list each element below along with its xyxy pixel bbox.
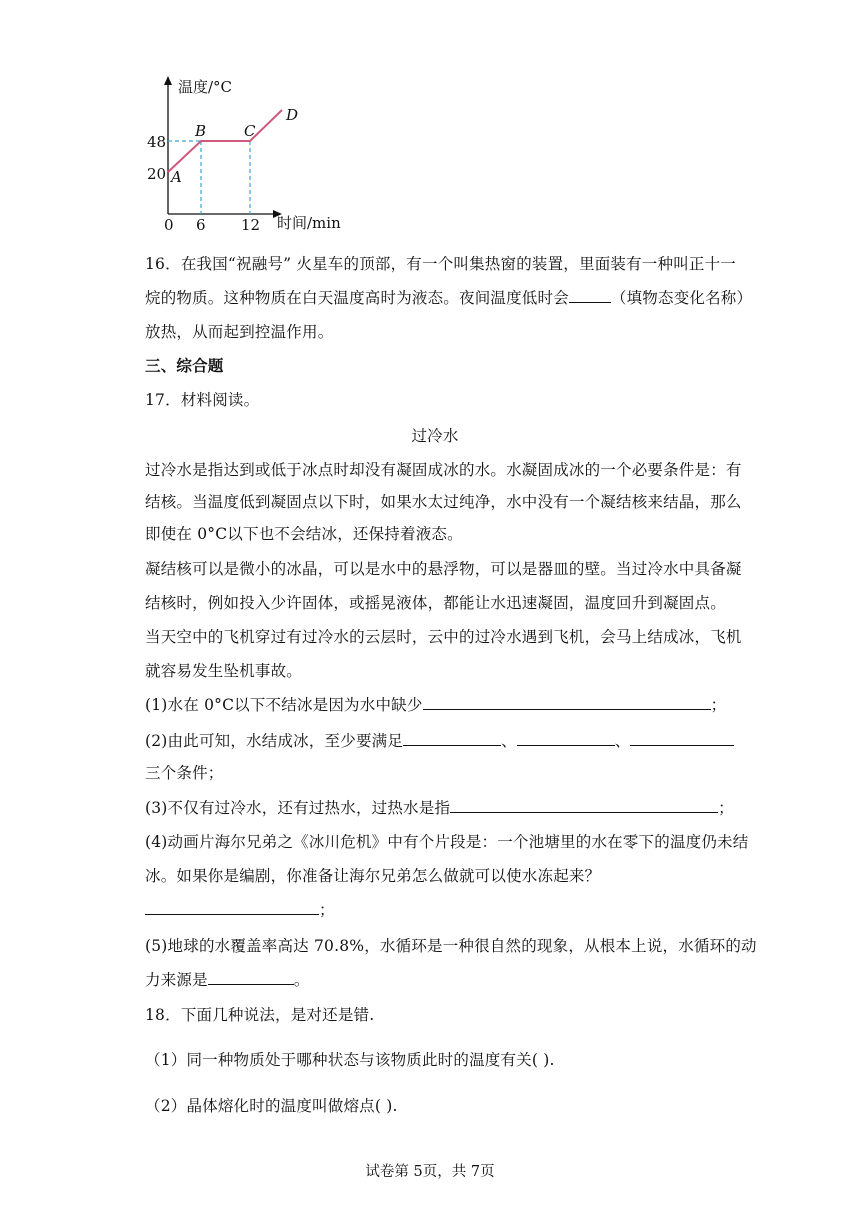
q17-sub2-blank-3[interactable] (630, 731, 734, 746)
graph-svg (140, 72, 360, 232)
q17-sub4-line2: 冰。如果你是编剧，你准备让海尔兄弟怎么做就可以使水冻起来？ (145, 867, 601, 885)
q18-item2: （2）晶体熔化时的温度叫做熔点( ). (145, 1097, 398, 1115)
passage-p1-line3: 即使在 0°C以下也不会结冰，还保持着液态。 (145, 525, 463, 543)
q16-line2 (145, 286, 753, 308)
y-tick-48: 48 (147, 133, 167, 151)
q16-line3: 放热，从而起到控温作用。 (145, 323, 334, 341)
passage-p2-line3: 当天空中的飞机穿过有过冷水的云层时，云中的过冷水遇到飞机，会马上结成冰，飞机 (145, 628, 742, 646)
q18-intro: 18．下面几种说法，是对还是错. (145, 1006, 375, 1024)
point-label-a: A (171, 168, 182, 186)
passage-p2-line1: 凝结核可以是微小的冰晶，可以是水中的悬浮物，可以是器皿的壁。当过冷水中具备凝 (145, 560, 742, 578)
y-axis-arrow (164, 76, 172, 85)
q17-intro: 17．材料阅读。 (145, 391, 260, 409)
q17-sub1-text: (1)水在 0°C以下不结冰是因为水中缺少 (145, 696, 423, 714)
temperature-time-graph (140, 72, 360, 232)
y-tick-20: 20 (147, 165, 167, 183)
q17-sub2-sep-2: 、 (614, 732, 631, 750)
q17-sub2-blank-2[interactable] (517, 731, 615, 746)
q17-sub4-answer (145, 898, 725, 920)
q17-sub3-blank[interactable] (450, 798, 718, 813)
passage-title: 过冷水 (411, 427, 459, 445)
q16-answer-blank[interactable] (569, 288, 611, 303)
q17-sub3-end: ； (718, 799, 734, 817)
point-label-d: D (286, 106, 299, 124)
passage-p1-line1: 过冷水是指达到或低于冰点时却没有凝固成冰的水。水凝固成冰的一个必要条件是：有 (145, 461, 742, 479)
x-axis-label: 时间/min (277, 214, 341, 232)
passage-p1-line2: 结核。当温度低到凝固点以下时，如果水太过纯净，水中没有一个凝结核来结晶，那么 (145, 493, 742, 511)
point-label-b: B (195, 122, 207, 140)
passage-p2-line4: 就容易发生坠机事故。 (145, 662, 303, 680)
origin-label: 0 (164, 216, 174, 232)
q17-sub5-end: 。 (293, 971, 310, 989)
q17-sub2 (145, 729, 725, 751)
x-tick-12: 12 (241, 216, 261, 232)
q16-line2-text-a: 烷的物质。这种物质在白天温度高时为液态。夜间温度低时会 (145, 289, 569, 307)
q17-sub5-line1: (5)地球的水覆盖率高达 70.8%，水循环是一种很自然的现象，从根本上说，水循环的动 (145, 937, 757, 955)
x-tick-6: 6 (196, 216, 206, 232)
passage-p2-line2: 结核时，例如投入少许固体，或摇晃液体，都能让水迅速凝固，温度回升到凝固点。 (145, 594, 726, 612)
q17-sub5-line2 (145, 968, 725, 990)
q16-line1: 16．在我国“祝融号” 火星车的顶部，有一个叫集热窗的装置，里面装有一种叫正十一 (145, 255, 737, 273)
q17-sub5-text: 力来源是 (145, 971, 208, 989)
q17-sub2-sep-1: 、 (501, 732, 517, 750)
q17-sub4-end: ； (319, 901, 335, 919)
q17-sub1 (145, 693, 725, 715)
q17-sub4-blank[interactable] (145, 900, 319, 915)
q18-item1: （1）同一种物质处于哪种状态与该物质此时的温度有关( ). (145, 1051, 555, 1069)
page-footer: 试卷第 5页，共 7页 (365, 1164, 495, 1180)
q16-line2-text-b: （填物态变化名称） (610, 289, 753, 307)
q17-sub3 (145, 796, 734, 818)
y-axis-label: 温度/°C (178, 78, 233, 96)
q17-sub3-text: (3)不仅有过冷水，还有过热水，过热水是指 (145, 799, 451, 817)
point-label-c: C (244, 122, 256, 140)
q17-sub1-blank[interactable] (423, 695, 711, 710)
q17-sub2-end: 三个条件； (145, 764, 224, 782)
q17-sub2-text: (2)由此可知，水结成冰，至少要满足 (145, 732, 404, 750)
section-heading: 三、综合题 (145, 356, 224, 375)
q17-sub2-blank-1[interactable] (403, 731, 501, 746)
q17-sub5-blank[interactable] (208, 970, 294, 985)
q17-sub1-end: ； (710, 696, 727, 714)
q17-sub4-line1: (4)动画片海尔兄弟之《冰川危机》中有个片段是：一个池塘里的水在零下的温度仍未结 (145, 833, 749, 851)
